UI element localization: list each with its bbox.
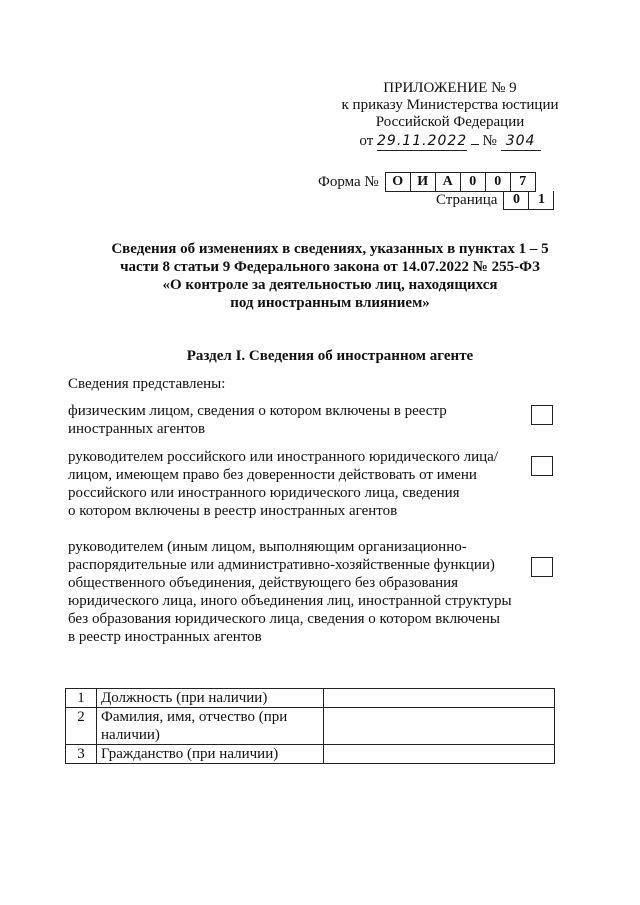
option-line: физическим лицом, сведения о котором включены в реестр: [68, 403, 447, 419]
option-line: общественного объединения, действующего без образования: [68, 575, 459, 591]
form-label: Форма №: [318, 173, 379, 190]
form-code-cell: 7: [519, 174, 527, 189]
option-individual: [68, 402, 508, 438]
date-prefix: от: [359, 133, 374, 149]
form-code-cell: А: [436, 173, 461, 191]
row-label: Фамилия, имя, отчество (при наличии): [97, 708, 324, 745]
number-prefix: №: [482, 133, 497, 149]
option-line: руководителем российского или иностранного юридического лица/: [68, 449, 498, 465]
form-code-cell: О: [386, 173, 411, 191]
page-number-cells: [503, 191, 554, 210]
appendix-order-line: к приказу Министерства юстиции: [341, 97, 559, 113]
option-line: иностранных агентов: [68, 421, 206, 437]
option-line: без образования юридического лица, сведения о котором включены: [68, 611, 500, 627]
row-value-field[interactable]: [324, 689, 555, 708]
row-label: Должность (при наличии): [97, 689, 324, 708]
form-code-cell: 0: [486, 173, 511, 191]
row-label: Гражданство (при наличии): [97, 745, 324, 764]
option-association-head-checkbox[interactable]: [531, 557, 553, 577]
option-line: лицом, имеющем право без доверенности действовать от имени: [68, 467, 477, 483]
table-row: [66, 745, 555, 764]
table-row: [66, 708, 555, 745]
table-row: [66, 689, 555, 708]
page-number-cell: 0: [504, 191, 529, 209]
appendix-title: ПРИЛОЖЕНИЕ № 9: [383, 80, 517, 96]
order-number: 304: [501, 133, 541, 151]
title-line: Сведения об изменениях в сведениях, указанных в пунктах 1 – 5: [111, 241, 549, 257]
row-value-field[interactable]: [324, 708, 555, 745]
document-title: [60, 240, 600, 312]
section-title: Раздел I. Сведения об иностранном агенте: [186, 348, 474, 364]
row-value-field[interactable]: [324, 745, 555, 764]
title-line: части 8 статьи 9 Федерального закона от 14.07.2022 № 255-ФЗ: [120, 259, 540, 275]
title-line: под иностранным влиянием»: [230, 295, 430, 311]
row-number: 3: [66, 745, 97, 764]
option-legal-entity-head-checkbox[interactable]: [531, 456, 553, 476]
form-code-cells: [385, 172, 536, 192]
title-line: «О контроле за деятельностью лиц, находящихся: [162, 277, 498, 293]
option-legal-entity-head: [68, 448, 508, 520]
page-number-row: [436, 191, 554, 210]
option-line: распорядительные или административно-хозяйственные функции): [68, 557, 495, 573]
appendix-date-line: [300, 133, 600, 151]
option-line: российского или иностранного юридического лица, сведения: [68, 485, 460, 501]
intro-text: Сведения представлены:: [68, 376, 226, 392]
option-association-head: [68, 538, 518, 646]
form-code-cell: 0: [461, 173, 486, 191]
row-number: 2: [66, 708, 97, 745]
option-line: в реестр иностранных агентов: [68, 629, 262, 645]
row-number: 1: [66, 689, 97, 708]
option-line: о котором включены в реестр иностранных агентов: [68, 503, 398, 519]
appendix-ministry-line: Российской Федерации: [375, 114, 525, 130]
option-line: руководителем (иным лицом, выполняющим организационно-: [68, 539, 467, 555]
option-individual-checkbox[interactable]: [531, 405, 553, 425]
form-code-cell: И: [411, 173, 436, 191]
order-date: 29.11.2022: [377, 133, 468, 149]
form-number-row: [318, 172, 536, 192]
page-label: Страница: [436, 192, 498, 208]
foreign-agent-info-table: [65, 688, 555, 764]
appendix-header: [300, 80, 600, 151]
option-line: юридического лица, иного объединения лиц, иностранной структуры: [68, 593, 512, 609]
page-number-cell: 1: [537, 192, 545, 207]
